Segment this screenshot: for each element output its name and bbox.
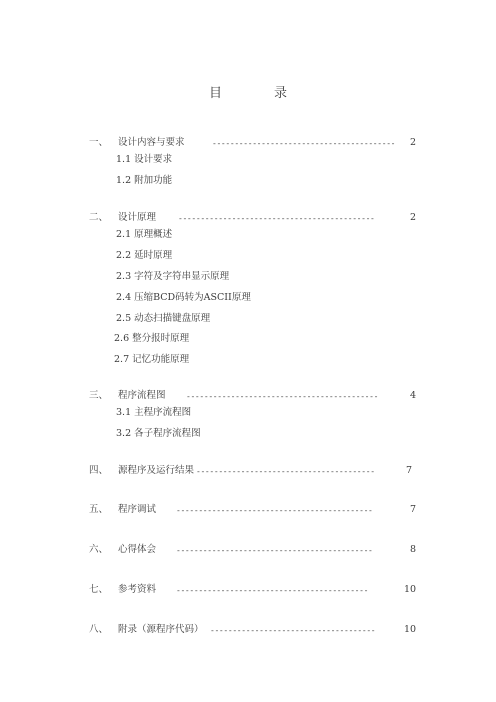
toc-title-char-1: 目 — [208, 86, 222, 101]
toc-leader: ------------------------------------------- — [176, 586, 369, 595]
toc-page-number: 2 — [410, 137, 417, 148]
toc-entry-label: 附录（源程序代码） — [118, 624, 204, 635]
toc-entry-number: 八、 — [89, 624, 109, 635]
toc-leader: -------------------------------------------- — [176, 506, 373, 515]
toc-entry-label: 程序调试 — [118, 504, 157, 515]
toc-leader: -------------------------------------------- — [178, 214, 375, 223]
toc-leader: ----------------------------------------- — [212, 139, 396, 148]
toc-subentry[interactable]: 2.5 动态扫描键盘原理 — [116, 313, 211, 324]
toc-title — [0, 82, 496, 101]
toc-page-number: 7 — [406, 465, 413, 476]
toc-subentry[interactable]: 2.7 记忆功能原理 — [114, 354, 190, 365]
toc-entry-label: 参考资料 — [118, 584, 157, 595]
toc-entry-number: 二、 — [89, 212, 109, 223]
toc-entry-label: 程序流程图 — [118, 390, 166, 401]
toc-page-number: 4 — [410, 390, 417, 401]
toc-leader: ------------------------------------- — [210, 626, 376, 635]
toc-subentry[interactable]: 2.6 整分报时原理 — [114, 333, 190, 344]
toc-subentry[interactable]: 2.2 延时原理 — [116, 250, 173, 261]
toc-page-number: 10 — [404, 584, 417, 595]
toc-page-number: 8 — [410, 544, 417, 555]
toc-subentry[interactable]: 1.1 设计要求 — [116, 154, 173, 165]
toc-subentry[interactable]: 2.3 字符及字符串显示原理 — [116, 271, 230, 282]
toc-subentry[interactable]: 3.2 各子程序流程图 — [116, 428, 201, 439]
toc-entry-label: 设计原理 — [118, 212, 157, 223]
toc-entry-number: 三、 — [89, 390, 109, 401]
toc-entry-label: 心得体会 — [118, 544, 157, 555]
toc-subentry[interactable]: 2.4 压缩BCD码转为ASCII原理 — [116, 292, 251, 303]
toc-entry-number: 一、 — [89, 137, 109, 148]
toc-page-number: 10 — [404, 624, 417, 635]
toc-entry-label: 设计内容与要求 — [118, 137, 185, 148]
toc-page-number: 2 — [410, 212, 417, 223]
toc-leader: ------------------------------------------- — [186, 392, 379, 401]
toc-entry-number: 五、 — [89, 504, 109, 515]
toc-entry-number: 六、 — [89, 544, 109, 555]
toc-leader: ---------------------------------------- — [196, 467, 375, 476]
toc-title-char-2: 录 — [274, 86, 288, 101]
toc-entry-number: 四、 — [89, 465, 109, 476]
toc-leader: -------------------------------------------- — [176, 546, 373, 555]
toc-entry-number: 七、 — [89, 584, 109, 595]
toc-entry-label: 源程序及运行结果 — [118, 465, 195, 476]
toc-page-number: 7 — [410, 504, 417, 515]
toc-subentry[interactable]: 3.1 主程序流程图 — [116, 407, 192, 418]
toc-subentry[interactable]: 2.1 原理概述 — [116, 229, 173, 240]
toc-subentry[interactable]: 1.2 附加功能 — [116, 175, 173, 186]
